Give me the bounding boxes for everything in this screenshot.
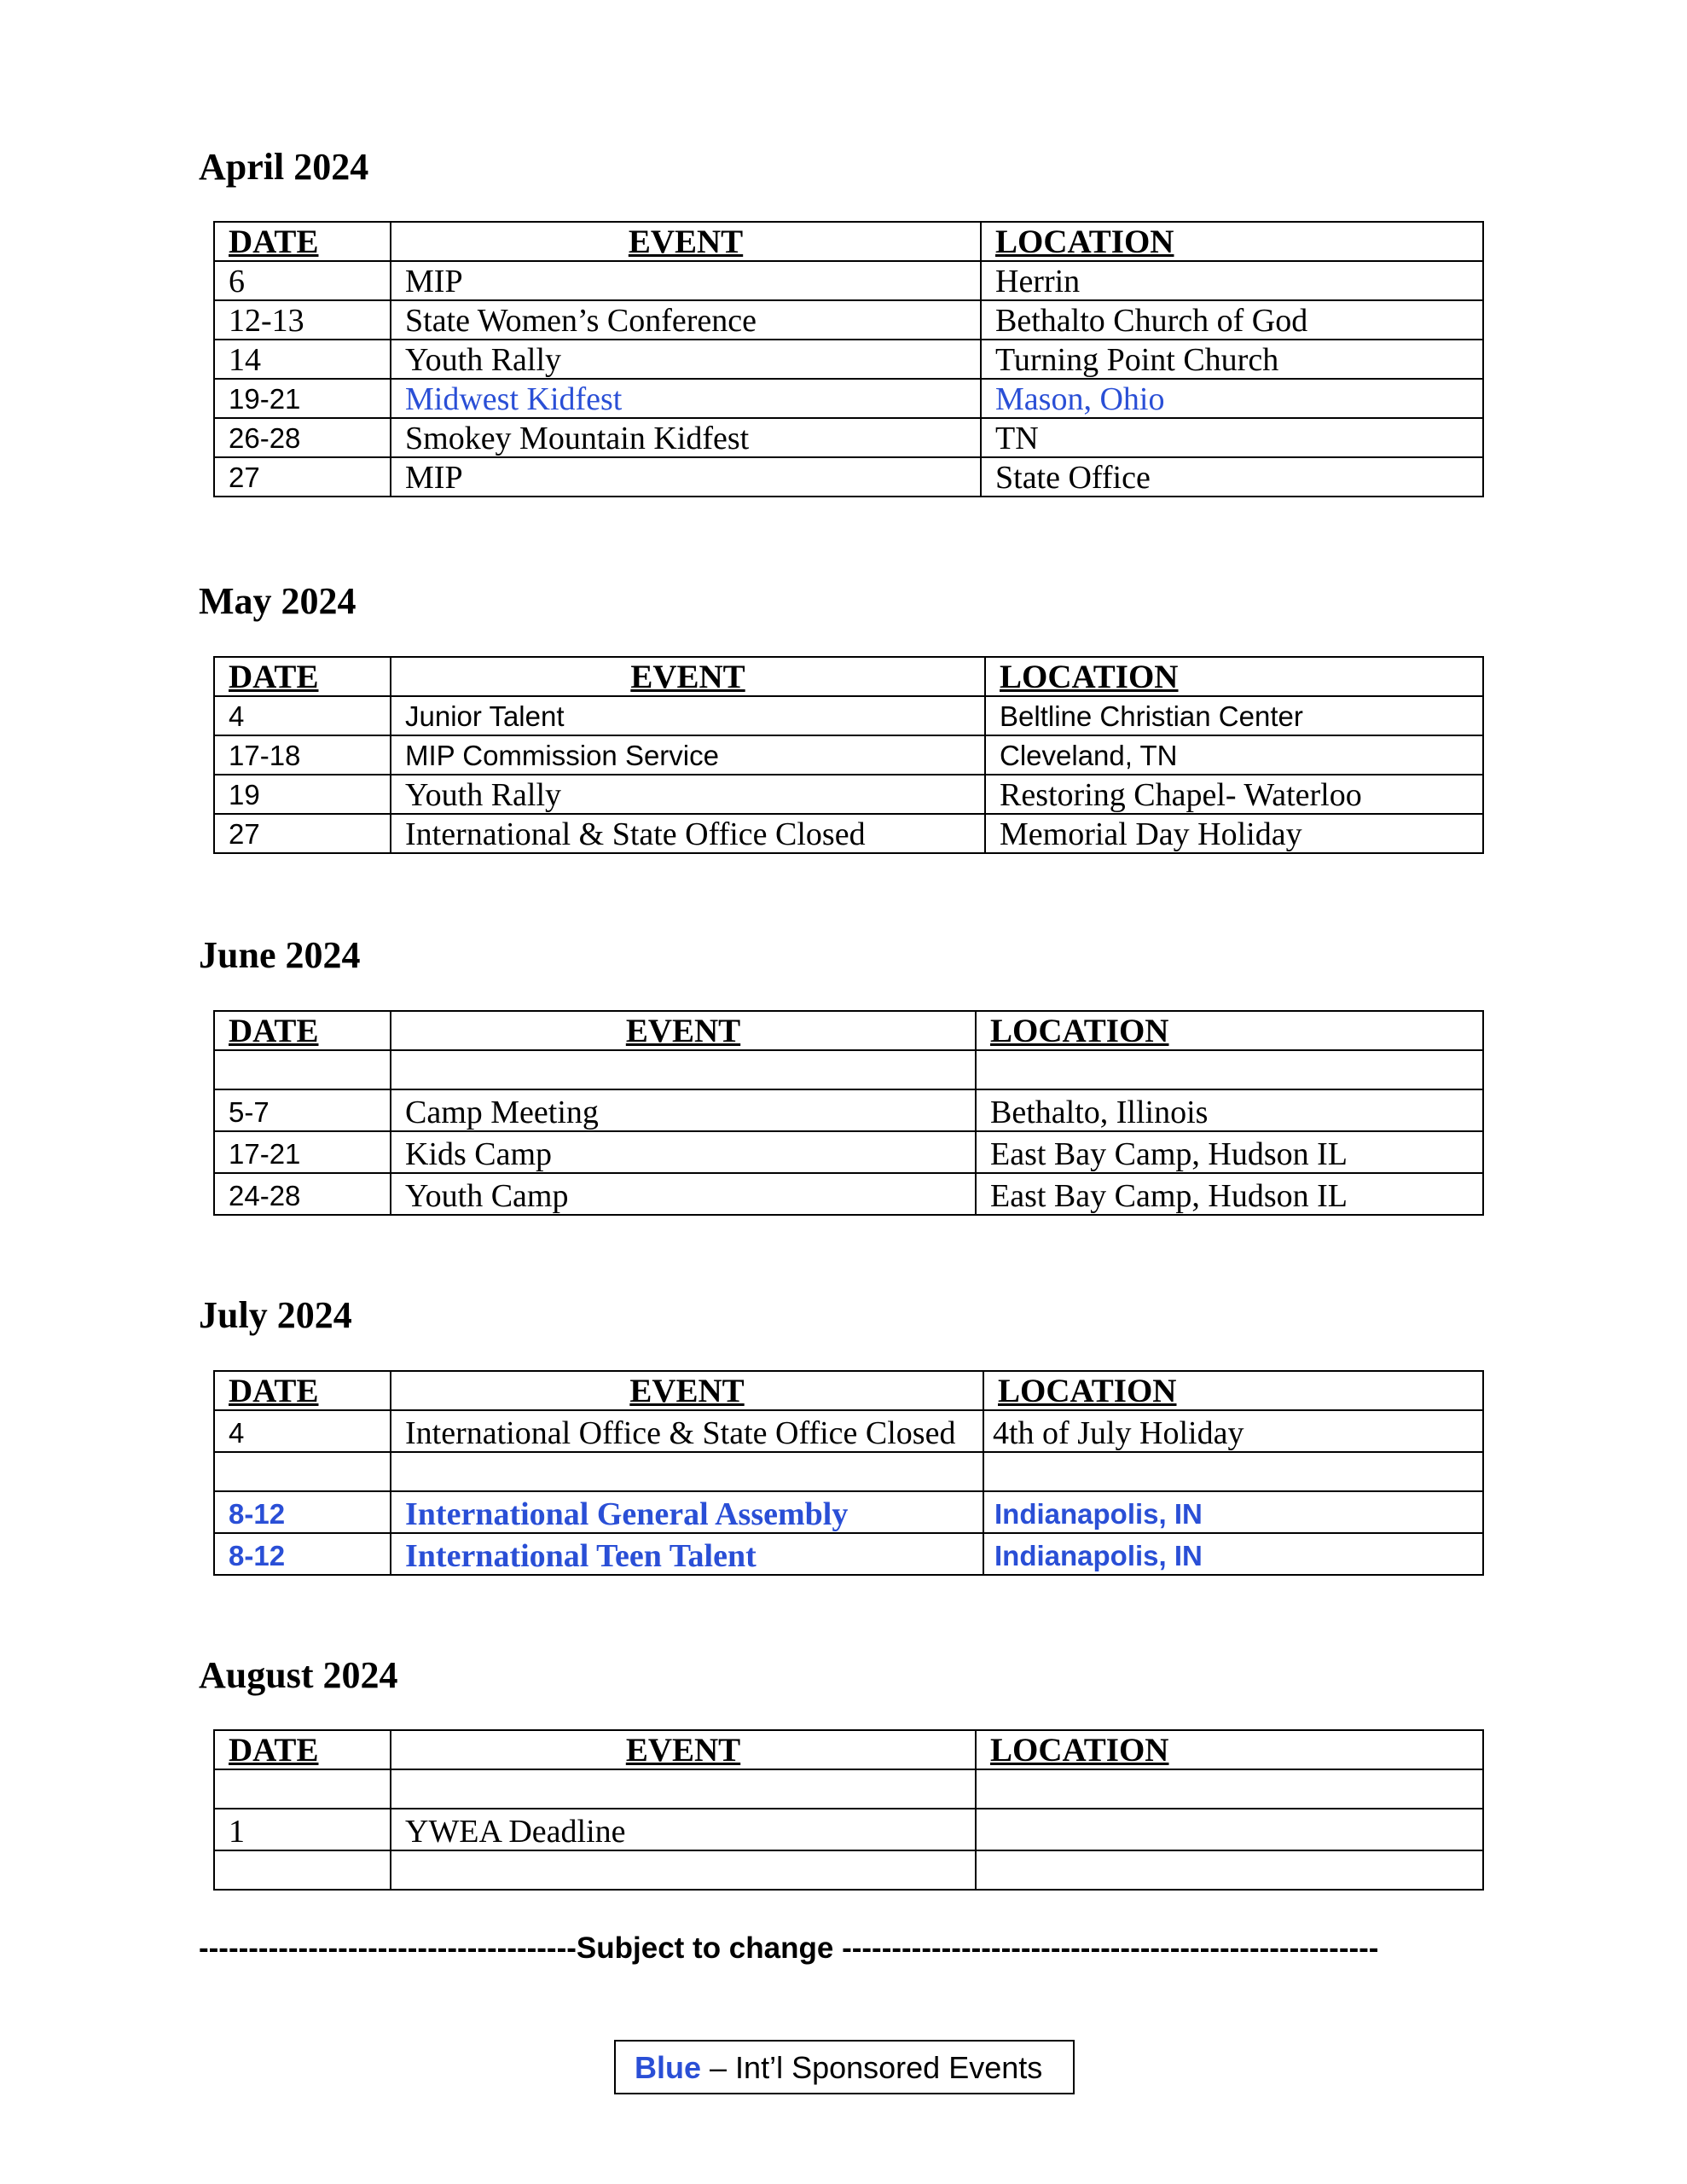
row-location: Indianapolis, IN [983, 1491, 1483, 1533]
table-row [214, 1410, 1483, 1452]
table-row [214, 775, 1483, 814]
row-event: Kids Camp [391, 1131, 976, 1173]
table-row [214, 418, 1483, 457]
row-location [976, 1850, 1483, 1890]
table-row-international [214, 379, 1483, 418]
table-june [213, 1010, 1484, 1216]
row-event: YWEA Deadline [391, 1809, 976, 1850]
row-date: 24-28 [214, 1173, 391, 1215]
row-event: International General Assembly [391, 1491, 983, 1533]
row-location [976, 1809, 1483, 1850]
table-row [214, 261, 1483, 300]
row-event: MIP [391, 457, 981, 497]
row-location: 4th of July Holiday [983, 1410, 1483, 1452]
header-location: LOCATION [985, 657, 1483, 696]
header-event: EVENT [391, 1371, 983, 1410]
row-date: 6 [214, 261, 391, 300]
footer-dashes-right: ------------------------------------------------------ [842, 1931, 1379, 1965]
header-event: EVENT [391, 222, 981, 261]
row-event: Junior Talent [391, 696, 985, 735]
month-heading-may: May 2024 [199, 580, 357, 622]
row-date: 8-12 [214, 1533, 391, 1575]
row-date: 12-13 [214, 300, 391, 340]
subject-to-change-note [199, 1930, 1378, 1967]
row-location: Bethalto, Illinois [976, 1089, 1483, 1131]
row-event: Youth Rally [391, 340, 981, 379]
table-header-row [214, 1371, 1483, 1410]
color-legend [614, 2040, 1075, 2094]
row-location: State Office [981, 457, 1483, 497]
header-location: LOCATION [983, 1371, 1483, 1410]
table-august [213, 1729, 1484, 1891]
row-event: International Office & State Office Closed [391, 1410, 983, 1452]
header-event: EVENT [391, 1730, 976, 1769]
table-header-row [214, 222, 1483, 261]
table-row [214, 1173, 1483, 1215]
row-event: MIP Commission Service [391, 735, 985, 775]
table-row-empty [214, 1850, 1483, 1890]
legend-key: Blue [635, 2050, 702, 2085]
row-date: 8-12 [214, 1491, 391, 1533]
row-location: East Bay Camp, Hudson IL [976, 1131, 1483, 1173]
row-date: 17-18 [214, 735, 391, 775]
row-date: 4 [214, 696, 391, 735]
month-heading-august: August 2024 [199, 1654, 398, 1696]
table-row [214, 696, 1483, 735]
row-date: 4 [214, 1410, 391, 1452]
row-location: Herrin [981, 261, 1483, 300]
row-location: Restoring Chapel- Waterloo [985, 775, 1483, 814]
row-date [214, 1452, 391, 1491]
row-date: 19-21 [214, 379, 391, 418]
table-row [214, 1089, 1483, 1131]
table-row [214, 1809, 1483, 1850]
row-location: Bethalto Church of God [981, 300, 1483, 340]
header-date: DATE [214, 1011, 391, 1050]
row-date: 14 [214, 340, 391, 379]
month-heading-june: June 2024 [199, 934, 361, 976]
row-date [214, 1050, 391, 1089]
table-row [214, 300, 1483, 340]
table-row [214, 814, 1483, 853]
row-date: 27 [214, 457, 391, 497]
table-row-international [214, 1491, 1483, 1533]
table-row [214, 735, 1483, 775]
row-date: 17-21 [214, 1131, 391, 1173]
row-location: Mason, Ohio [981, 379, 1483, 418]
footer-note: Subject to change [576, 1931, 834, 1965]
header-event: EVENT [391, 1011, 976, 1050]
row-date: 5-7 [214, 1089, 391, 1131]
header-date: DATE [214, 657, 391, 696]
table-row [214, 340, 1483, 379]
row-date [214, 1769, 391, 1809]
header-location: LOCATION [976, 1011, 1483, 1050]
row-location: Memorial Day Holiday [985, 814, 1483, 853]
row-event: Smokey Mountain Kidfest [391, 418, 981, 457]
row-event: Midwest Kidfest [391, 379, 981, 418]
header-location: LOCATION [981, 222, 1483, 261]
table-header-row [214, 1011, 1483, 1050]
row-date: 19 [214, 775, 391, 814]
header-location: LOCATION [976, 1730, 1483, 1769]
row-date: 1 [214, 1809, 391, 1850]
row-date: 27 [214, 814, 391, 853]
row-location [976, 1769, 1483, 1809]
row-event: International & State Office Closed [391, 814, 985, 853]
header-date: DATE [214, 1371, 391, 1410]
table-header-row [214, 1730, 1483, 1769]
header-date: DATE [214, 1730, 391, 1769]
row-event [391, 1050, 976, 1089]
header-date: DATE [214, 222, 391, 261]
month-heading-april: April 2024 [199, 146, 369, 188]
row-event: MIP [391, 261, 981, 300]
row-event [391, 1769, 976, 1809]
legend-separator: – [701, 2050, 736, 2085]
row-location: Cleveland, TN [985, 735, 1483, 775]
footer-dashes-left: -------------------------------------- [199, 1931, 577, 1965]
row-event [391, 1850, 976, 1890]
row-location: Turning Point Church [981, 340, 1483, 379]
row-date [214, 1850, 391, 1890]
row-event: Youth Rally [391, 775, 985, 814]
row-date: 26-28 [214, 418, 391, 457]
row-event [391, 1452, 983, 1491]
row-location: Beltline Christian Center [985, 696, 1483, 735]
row-location: TN [981, 418, 1483, 457]
table-july [213, 1370, 1484, 1576]
row-event: Camp Meeting [391, 1089, 976, 1131]
row-location: East Bay Camp, Hudson IL [976, 1173, 1483, 1215]
row-event: International Teen Talent [391, 1533, 983, 1575]
table-header-row [214, 657, 1483, 696]
row-location [983, 1452, 1483, 1491]
table-may [213, 656, 1484, 854]
header-event: EVENT [391, 657, 985, 696]
table-row-international [214, 1533, 1483, 1575]
table-april [213, 221, 1484, 497]
table-row [214, 1131, 1483, 1173]
table-row-empty [214, 1050, 1483, 1089]
row-location [976, 1050, 1483, 1089]
row-event: Youth Camp [391, 1173, 976, 1215]
table-row-empty [214, 1769, 1483, 1809]
table-row [214, 457, 1483, 497]
row-location: Indianapolis, IN [983, 1533, 1483, 1575]
month-heading-july: July 2024 [199, 1294, 352, 1336]
table-row-empty [214, 1452, 1483, 1491]
row-event: State Women’s Conference [391, 300, 981, 340]
legend-text: Int’l Sponsored Events [735, 2050, 1043, 2085]
